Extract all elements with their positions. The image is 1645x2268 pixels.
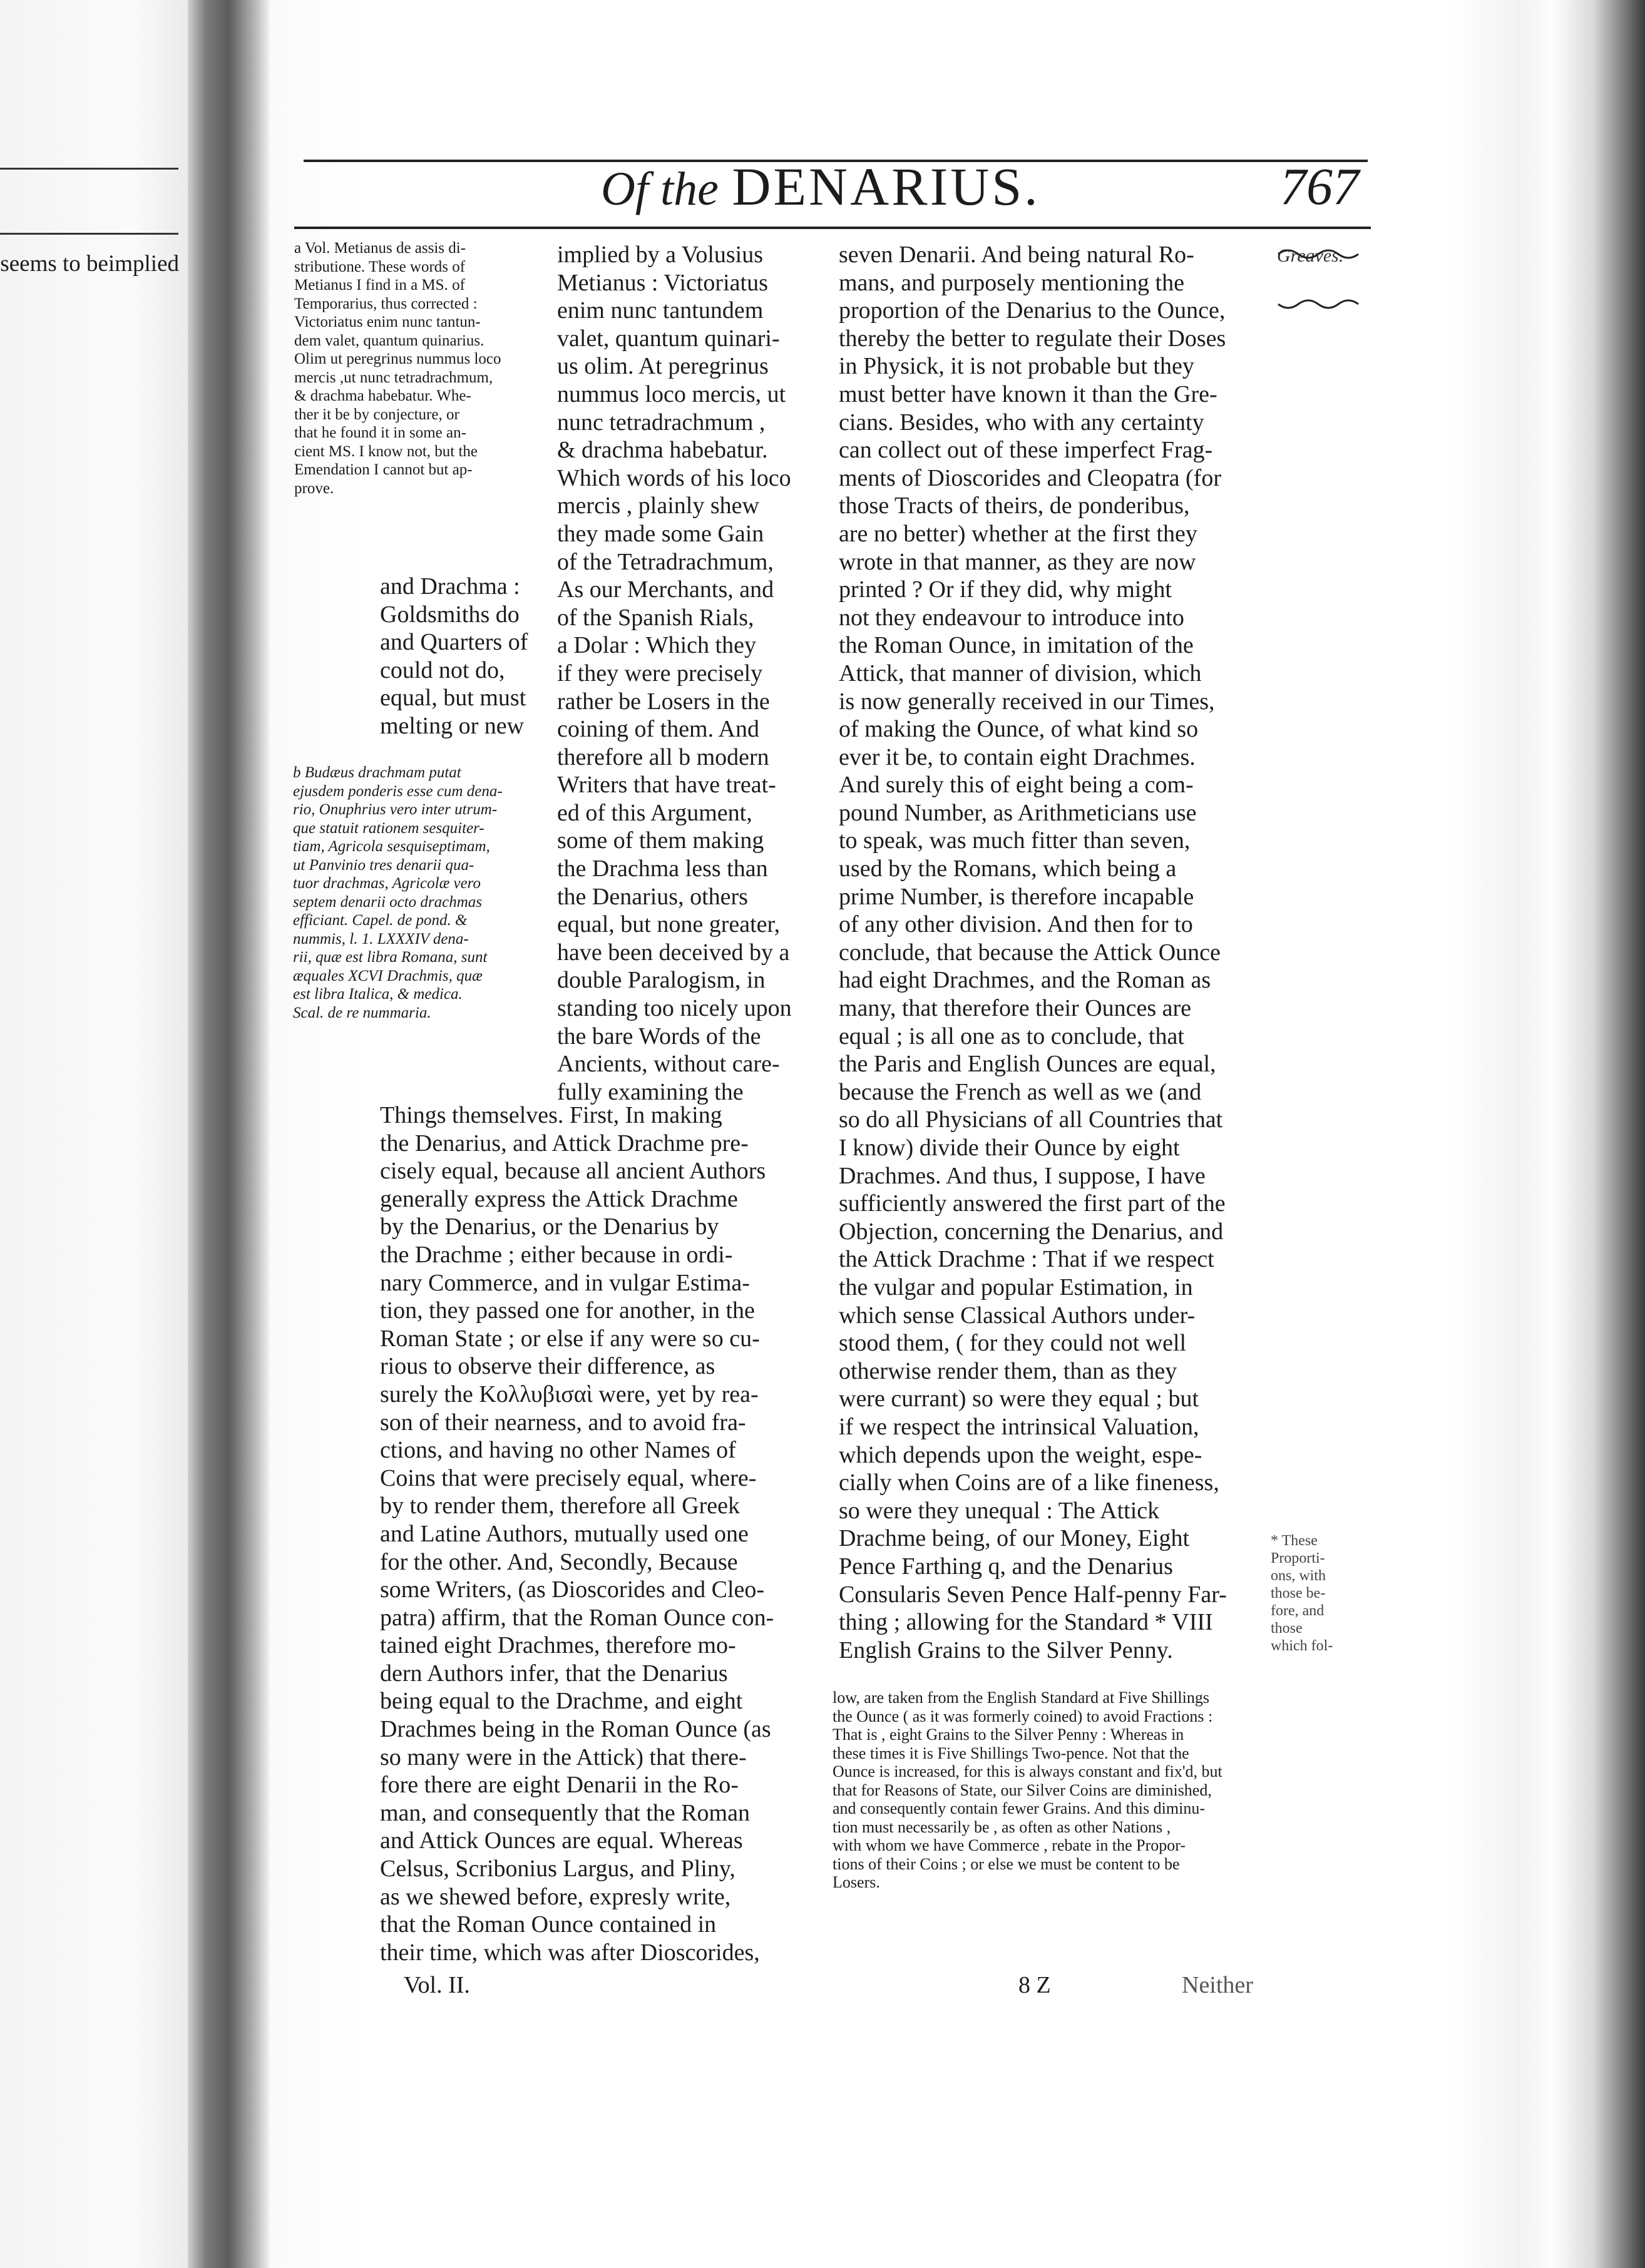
footnote-line: septem denarii octo drachmas <box>293 893 483 911</box>
text-line: ctions, and having no other Names of <box>380 1437 736 1464</box>
footnote-line: Ounce is increased, for this is always constant and fix'd, but <box>833 1762 1222 1780</box>
page-number: 767 <box>1280 158 1359 216</box>
catchword: Neither <box>1182 1972 1253 1998</box>
footnote-line: nummis, l. 1. LXXXIV dena- <box>293 930 469 948</box>
footnote-line: stributione. These words of <box>294 258 466 275</box>
footnote-line: b Budæus drachmam putat <box>293 764 461 781</box>
footnote-line: prove. <box>294 479 334 497</box>
footnote-line: mercis ,ut nunc tetradrachmum, <box>294 369 493 386</box>
column-middle <box>557 241 792 1106</box>
text-line: for the other. And, Secondly, Because <box>380 1548 738 1575</box>
text-line: of any other division. And then for to <box>839 911 1193 938</box>
text-line: nummus loco mercis, ut <box>557 381 786 407</box>
text-line: so many were in the Attick) that there- <box>380 1744 747 1770</box>
text-line: some Writers, (as Dioscorides and Cleo- <box>380 1576 765 1603</box>
footnote-line: Emendation I cannot but ap- <box>294 461 473 478</box>
text-line: patra) affirm, that the Roman Ounce con- <box>380 1604 774 1631</box>
text-line: if we respect the intrinsical Valuation, <box>839 1413 1199 1440</box>
text-line: had eight Drachmes, and the Roman as <box>839 967 1211 994</box>
footnote-line: That is , eight Grains to the Silver Penny : Whereas in <box>833 1725 1184 1744</box>
text-line: were currant) so were they equal ; but <box>839 1386 1199 1412</box>
text-line: of making the Ounce, of what kind so <box>839 716 1199 743</box>
text-line: dern Authors infer, that the Denarius <box>380 1660 728 1687</box>
text-line: fore there are eight Denarii in the Ro- <box>380 1772 739 1799</box>
text-line: nunc tetradrachmum , <box>557 409 766 436</box>
footnote-line: æquales XCVI Drachmis, quæ <box>293 967 483 984</box>
text-line: those Tracts of theirs, de ponderibus, <box>839 493 1190 519</box>
text-line: Things themselves. First, In making <box>380 1102 722 1128</box>
text-line: the Roman Ounce, in imitation of the <box>839 632 1194 659</box>
text-line: cially when Coins are of a like fineness, <box>839 1469 1219 1496</box>
text-line: cians. Besides, who with any certainty <box>839 409 1204 436</box>
footnote-line: Scal. de re nummaria. <box>293 1004 431 1021</box>
text-line: printed ? Or if they did, why might <box>839 576 1172 603</box>
text-line: rious to observe their difference, as <box>380 1353 715 1380</box>
side-note-line: * These <box>1271 1533 1318 1549</box>
side-note-line: ons, with <box>1271 1568 1326 1584</box>
footnote-line: tions of their Coins ; or else we must be content to be <box>833 1854 1180 1873</box>
footnote-line: that he found it in some an- <box>294 424 466 441</box>
text-line: Objection, concerning the Denarius, and <box>839 1218 1224 1245</box>
text-line: not they endeavour to introduce into <box>839 604 1184 631</box>
previous-page-rule <box>0 233 178 235</box>
text-line: the Drachme ; either because in ordi- <box>380 1241 733 1268</box>
footnote-line: dem valet, quantum quinarius. <box>294 332 484 349</box>
text-line: some of them making <box>557 827 764 854</box>
title-prefix: Of the <box>601 163 719 215</box>
footnote-line: a Vol. Metianus de assis di- <box>294 240 466 257</box>
previous-page-text <box>0 250 179 278</box>
text-line: Celsus, Scribonius Largus, and Pliny, <box>380 1856 735 1882</box>
previous-page <box>0 0 188 2268</box>
footnote-line: est libra Italica, & medica. <box>293 986 463 1003</box>
text-line: son of their nearness, and to avoid fra- <box>380 1409 746 1436</box>
side-note-line: those be- <box>1271 1585 1326 1601</box>
text-line: man, and consequently that the Roman <box>380 1799 750 1826</box>
wavy-bracket-top <box>1277 247 1365 259</box>
text-line: so were they unequal : The Attick <box>839 1497 1160 1524</box>
text-line: Consularis Seven Pence Half-penny Far- <box>839 1581 1227 1608</box>
text-line: enim nunc tantundem <box>557 297 764 324</box>
signature-mark: 8 Z <box>1018 1972 1051 1998</box>
text-line: by to render them, therefore all Greek <box>380 1493 741 1520</box>
footnote-line: & drachma habebatur. Whe- <box>294 387 471 404</box>
running-title <box>601 155 1040 218</box>
text-line: coining of them. And <box>557 716 759 743</box>
text-line: equal, but none greater, <box>557 911 781 938</box>
text-line: mercis , plainly shew <box>557 493 759 519</box>
text-line: their time, which was after Dioscorides, <box>380 1939 760 1966</box>
text-line: equal, but must <box>380 685 526 712</box>
text-line: have been deceived by a <box>557 939 790 966</box>
footnote-line: Losers. <box>833 1873 880 1891</box>
side-note-line: fore, and <box>1271 1603 1325 1619</box>
text-line: Drachmes being in the Roman Ounce (as <box>380 1716 771 1743</box>
footnote-line: rii, quæ est libra Romana, sunt <box>293 949 488 966</box>
footnote-line: cient MS. I know not, but the <box>294 442 478 460</box>
text-line: rather be Losers in the <box>557 688 770 715</box>
text-line: us olim. At peregrinus <box>557 353 769 380</box>
text-line: are no better) whether at the first they <box>839 520 1197 547</box>
title-main: DENARIUS. <box>732 156 1040 217</box>
text-line: cisely equal, because all ancient Authors <box>380 1158 766 1185</box>
text-line: seven Denarii. And being natural Ro- <box>839 242 1194 268</box>
footnote-line: tuor drachmas, Agricolæ vero <box>293 875 481 892</box>
text-line: thereby the better to regulate their Doses <box>839 325 1226 352</box>
text-line: and Attick Ounces are equal. Whereas <box>380 1827 743 1854</box>
footnote-line: Olim ut peregrinus nummus loco <box>294 350 501 367</box>
text-line: stood them, ( for they could not well <box>839 1330 1187 1357</box>
text-line: Drachme being, of our Money, Eight <box>839 1525 1189 1552</box>
column-right <box>839 241 1227 1664</box>
text-line: the Denarius, and Attick Drachme pre- <box>380 1130 749 1157</box>
text-line: the Attick Drachme : That if we respect <box>839 1246 1214 1273</box>
text-line: is now generally received in our Times, <box>839 688 1215 715</box>
text-line: Roman State ; or else if any were so cu- <box>380 1325 760 1352</box>
text-line: As our Merchants, and <box>557 576 774 603</box>
text-line: which depends upon the weight, espe- <box>839 1441 1202 1468</box>
text-line: melting or new <box>380 712 525 739</box>
text-line: which sense Classical Authors under- <box>839 1302 1196 1329</box>
book-gutter <box>188 0 269 2268</box>
text-line: Attick, that manner of division, which <box>839 660 1202 687</box>
text-line: of the Tetradrachmum, <box>557 548 774 575</box>
text-line: tained eight Drachmes, therefore mo- <box>380 1632 736 1659</box>
text-line: valet, quantum quinari- <box>557 325 780 352</box>
text-line: surely the Κολλυβισαὶ were, yet by rea- <box>380 1381 759 1407</box>
side-note-line: Proporti- <box>1271 1550 1325 1566</box>
text-line: ever it be, to contain eight Drachmes. <box>839 743 1196 770</box>
footnote-line: ut Panvinio tres denarii qua- <box>293 856 474 874</box>
text-line: so do all Physicians of all Countries that <box>839 1106 1223 1133</box>
footnote-line: que statuit rationem sesquiter- <box>293 819 484 837</box>
text-line: Metianus : Victoriatus <box>557 269 768 296</box>
text-line: Pence Farthing q, and the Denarius <box>839 1553 1173 1580</box>
text-line: by the Denarius, or the Denarius by <box>380 1213 719 1240</box>
footnote-line: these times it is Five Shillings Two-pence. Not that the <box>833 1744 1189 1762</box>
footnote-line: tion must necessarily be , as often as other Nations , <box>833 1817 1171 1836</box>
text-line: to speak, was much fitter than seven, <box>839 827 1191 854</box>
text-line: mans, and purposely mentioning the <box>839 269 1184 296</box>
text-line: double Paralogism, in <box>557 967 766 994</box>
text-line: Which words of his loco <box>557 464 791 491</box>
text-line: I know) divide their Ounce by eight <box>839 1135 1180 1161</box>
text-line: and Quarters of <box>380 629 528 656</box>
text-line: can collect out of these imperfect Frag- <box>839 437 1213 464</box>
footnote-c <box>833 1688 1222 1892</box>
text-line: the Drachma less than <box>557 856 768 882</box>
text-line: the Denarius, others <box>557 883 748 910</box>
footnote-line: Temporarius, thus corrected : <box>294 295 478 312</box>
footnote-b <box>293 764 503 1022</box>
column-left <box>380 573 528 740</box>
text-line: and Latine Authors, mutually used one <box>380 1520 749 1547</box>
footnote-line: ejusdem ponderis esse cum dena- <box>293 782 503 800</box>
footnote-line: with whom we have Commerce , rebate in the Propor- <box>833 1836 1186 1854</box>
wavy-bracket-bottom <box>1277 299 1365 312</box>
previous-page-rule-top <box>0 168 178 170</box>
text-line: conclude, that because the Attick Ounce <box>839 939 1221 966</box>
text-line: standing too nicely upon <box>557 995 792 1022</box>
text-line: ments of Dioscorides and Cleopatra (for <box>839 464 1221 491</box>
volume-label: Vol. II. <box>404 1972 470 1998</box>
text-line: English Grains to the Silver Penny. <box>839 1637 1173 1663</box>
text-line: a Dolar : Which they <box>557 632 756 659</box>
text-line: the vulgar and popular Estimation, in <box>839 1274 1193 1300</box>
text-line: generally express the Attick Drachme <box>380 1185 738 1212</box>
text-line: & drachma habebatur. <box>557 437 768 464</box>
previous-page-line: implied <box>108 251 179 277</box>
text-line: fully examining the <box>557 1078 744 1105</box>
footnote-line: Metianus I find in a MS. of <box>294 277 465 294</box>
text-line: thing ; allowing for the Standard * VIII <box>839 1609 1213 1636</box>
text-line: proportion of the Denarius to the Ounce, <box>839 297 1226 324</box>
text-line: the Paris and English Ounces are equal, <box>839 1051 1216 1078</box>
text-line: they made some Gain <box>557 520 764 547</box>
text-line: in Physick, it is not probable but they <box>839 353 1194 380</box>
text-line: many, that therefore their Ounces are <box>839 995 1192 1022</box>
footnote-line: tiam, Agricola sesquiseptimam, <box>293 838 490 855</box>
text-line: Writers that have treat- <box>557 772 776 799</box>
footnote-line: ther it be by conjecture, or <box>294 406 459 423</box>
side-note-greaves: Greaves. <box>1277 245 1344 266</box>
text-line: that the Roman Ounce contained in <box>380 1911 717 1938</box>
text-line: nary Commerce, and in vulgar Estima- <box>380 1269 750 1296</box>
text-line: pound Number, as Arithmeticians use <box>839 799 1197 826</box>
text-line: if they were precisely <box>557 660 763 687</box>
footnote-line: low, are taken from the English Standard at Five Shillings <box>833 1688 1209 1707</box>
header-rule-bottom <box>294 227 1371 229</box>
page-fore-edge <box>1515 0 1645 2268</box>
text-line: tion, they passed one for another, in the <box>380 1297 755 1324</box>
text-line: ed of this Argument, <box>557 799 752 826</box>
text-line: And surely this of eight being a com- <box>839 772 1194 799</box>
text-line: of the Spanish Rials, <box>557 604 754 631</box>
text-line: the bare Words of the <box>557 1023 761 1050</box>
text-line: because the French as well as we (and <box>839 1078 1202 1105</box>
text-line: Drachmes. And thus, I suppose, I have <box>839 1162 1206 1189</box>
text-line: used by the Romans, which being a <box>839 856 1177 882</box>
footnote-line: and consequently contain fewer Grains. And this diminu- <box>833 1799 1205 1817</box>
side-note-line: which fol- <box>1271 1638 1333 1654</box>
text-line: as we shewed before, expresly write, <box>380 1883 731 1910</box>
footnote-line: that for Reasons of State, our Silver Coins are diminished, <box>833 1780 1212 1799</box>
footnote-line: efficiant. Capel. de pond. & <box>293 912 468 929</box>
previous-page-line: seems to be <box>0 251 108 277</box>
text-line: sufficiently answered the first part of the <box>839 1190 1226 1217</box>
text-line: prime Number, is therefore incapable <box>839 883 1194 910</box>
text-line: Goldsmiths do <box>380 601 520 628</box>
column-bottom <box>380 1101 774 1966</box>
text-line: otherwise render them, than as they <box>839 1357 1177 1384</box>
footnote-line: the Ounce ( as it was formerly coined) to avoid Fractions : <box>833 1707 1213 1725</box>
text-line: implied by a Volusius <box>557 242 764 268</box>
footnote-line: rio, Onuphrius vero inter utrum- <box>293 801 498 818</box>
footnote-line: Victoriatus enim nunc tantun- <box>294 314 481 330</box>
text-line: must better have known it than the Gre- <box>839 381 1217 407</box>
text-line: could not do, <box>380 656 505 683</box>
text-line: being equal to the Drachme, and eight <box>380 1688 743 1715</box>
side-note-these <box>1271 1532 1333 1655</box>
side-note-line: those <box>1271 1620 1303 1637</box>
text-line: Coins that were precisely equal, where- <box>380 1464 757 1491</box>
text-line: and Drachma : <box>380 573 520 600</box>
text-line: equal ; is all one as to conclude, that <box>839 1023 1184 1050</box>
text-line: Ancients, without care- <box>557 1051 780 1078</box>
text-line: therefore all b modern <box>557 743 769 770</box>
footnote-a <box>294 239 501 498</box>
text-line: wrote in that manner, as they are now <box>839 548 1196 575</box>
